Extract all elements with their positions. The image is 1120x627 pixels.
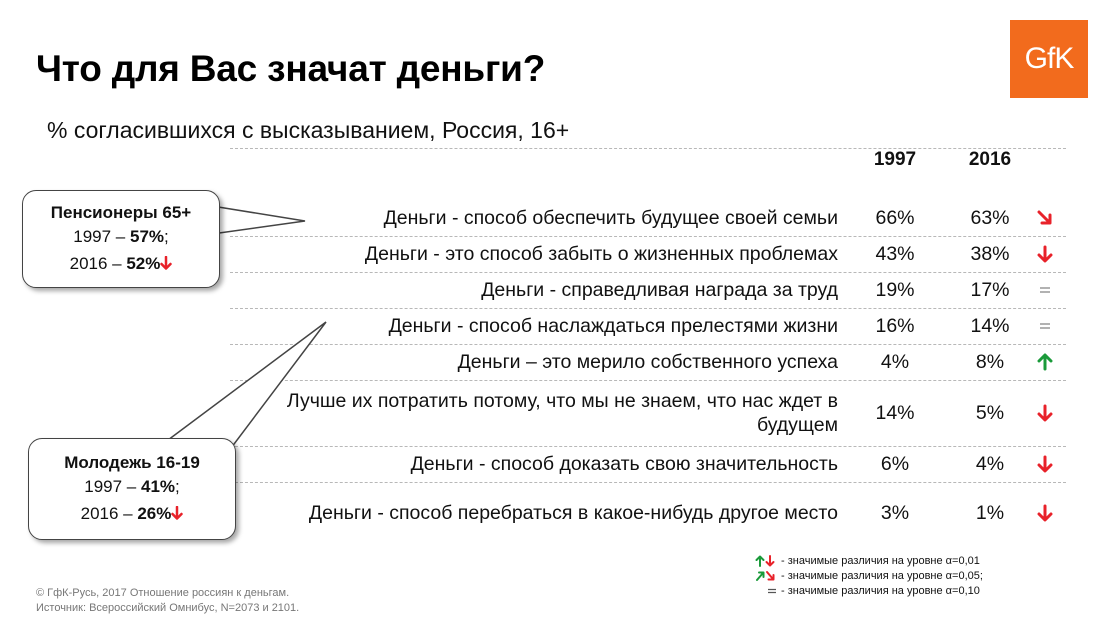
- significance-legend: [745, 553, 983, 598]
- row-statement: Деньги - способ наслаждаться прелестями жизни: [388, 315, 838, 337]
- pensioners-callout: [22, 190, 220, 288]
- legend-label: - значимые различия на уровне α=0,01: [781, 554, 980, 567]
- youth-callout: [28, 438, 236, 540]
- gfk-logo: GfK: [1010, 20, 1088, 98]
- row-value-1997: 3%: [880, 501, 910, 524]
- row-value-2016: 14%: [970, 314, 1010, 337]
- equal-sign-icon: [745, 587, 777, 595]
- row-statement: Лучше их потратить потому, что мы не знаем, что нас ждет в будущем: [286, 390, 838, 436]
- arrow-diagonal-icon: [745, 570, 777, 582]
- row-value-1997: 4%: [880, 350, 910, 373]
- row-value-1997: 19%: [875, 278, 915, 301]
- pensioners-1997-year: 1997 –: [73, 227, 126, 246]
- legend-label: - значимые различия на уровне α=0,10: [781, 584, 980, 597]
- row-value-2016: 8%: [975, 350, 1005, 373]
- row-statement: Деньги - способ обеспечить будущее своей семьи: [383, 207, 838, 229]
- pensioners-1997-suffix: ;: [164, 227, 169, 246]
- row-value-1997: 43%: [875, 242, 915, 265]
- youth-1997-year: 1997 –: [84, 477, 137, 496]
- youth-2016-year: 2016 –: [80, 504, 133, 523]
- youth-heading: Молодежь 16-19: [64, 453, 200, 472]
- row-value-2016: 38%: [970, 242, 1010, 265]
- legend-item: [745, 568, 983, 583]
- row-value-2016: 17%: [970, 278, 1010, 301]
- pensioners-heading: Пенсионеры 65+: [50, 203, 192, 222]
- youth-2016-value: 26%: [137, 504, 172, 523]
- row-value-1997: 66%: [875, 206, 915, 229]
- row-statement: Деньги - справедливая награда за труд: [481, 279, 838, 301]
- footer-source: Источник: Всероссийский Омнибус, N=2073 и 2101.: [36, 602, 300, 614]
- row-statement: Деньги - способ доказать свою значительность: [410, 453, 838, 475]
- row-value-2016: 1%: [975, 501, 1005, 524]
- row-value-1997: 16%: [875, 314, 915, 337]
- row-statement: Деньги – это мерило собственного успеха: [457, 351, 838, 373]
- youth-1997-suffix: ;: [175, 477, 180, 496]
- arrow-up-down-icon: [745, 555, 777, 567]
- column-header-1997: 1997: [873, 149, 917, 170]
- pensioners-pointer: [212, 206, 305, 234]
- footer: [36, 586, 299, 616]
- legend-item: [745, 553, 983, 568]
- row-value-1997: 14%: [875, 401, 915, 424]
- footer-copyright: © ГфК-Русь, 2017 Отношение россиян к деньгам.: [36, 587, 290, 599]
- legend-item: [745, 583, 983, 598]
- page-title: Что для Вас значат деньги?: [36, 48, 546, 89]
- row-value-1997: 6%: [880, 452, 910, 475]
- pensioners-1997-value: 57%: [129, 227, 165, 246]
- row-value-2016: 4%: [975, 452, 1005, 475]
- row-statement: Деньги - это способ забыть о жизненных проблемах: [364, 243, 838, 265]
- row-value-2016: 63%: [970, 206, 1010, 229]
- row-statement: Деньги - способ перебраться в какое-нибудь другое место: [308, 502, 838, 524]
- column-header-2016: 2016: [968, 149, 1012, 170]
- pensioners-2016-value: 52%: [126, 254, 161, 273]
- pensioners-2016-year: 2016 –: [69, 254, 122, 273]
- page-subtitle: % согласившихся с высказыванием, Россия, 16+: [47, 117, 570, 143]
- youth-1997-value: 41%: [140, 477, 176, 496]
- arrow-down-icon: [171, 501, 183, 528]
- legend-label: - значимые различия на уровне α=0,05;: [781, 569, 983, 582]
- row-value-2016: 5%: [975, 401, 1005, 424]
- arrow-down-icon: [160, 251, 172, 278]
